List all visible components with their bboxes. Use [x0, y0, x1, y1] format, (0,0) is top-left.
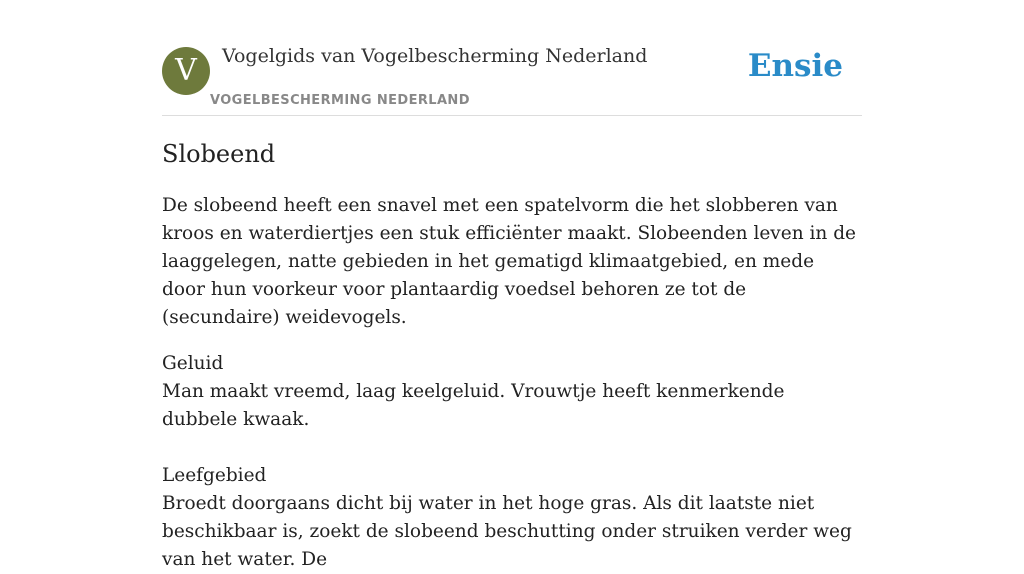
source-title[interactable]: Vogelgids van Vogelbescherming Nederland [222, 45, 648, 67]
section-heading-leefgebied: Leefgebied [162, 465, 267, 486]
section-heading-geluid: Geluid [162, 353, 224, 374]
article-intro: De slobeend heeft een snavel met een spatelvorm die het slobberen van kroos en waterdiertjes een stuk efficiënter maakt. Slobeenden leven in de laaggelegen, natte gebieden in het gematigd klimaatgebied, en mede door hun voorkeur voor plantaardig voedsel behoren ze tot de (secundaire) weidevogels. [162, 195, 857, 328]
content-container [162, 0, 862, 570]
source-avatar[interactable]: V [162, 47, 210, 95]
article-title: Slobeend [162, 140, 276, 168]
section-text-geluid: Man maakt vreemd, laag keelgeluid. Vrouwtje heeft kenmerkende dubbele kwaak. [162, 381, 785, 430]
article-body [162, 192, 862, 574]
ensie-logo[interactable]: Ensie [747, 48, 843, 84]
section-text-leefgebied: Broedt doorgaans dicht bij water in het hoge gras. Als dit laatste niet beschikbaar is, zoekt de slobeend beschutting onder struiken verder weg van het water. De [162, 493, 852, 570]
section-spacer [162, 434, 862, 462]
source-subtitle[interactable]: VOGELBESCHERMING NEDERLAND [210, 93, 470, 108]
source-header [162, 0, 862, 116]
